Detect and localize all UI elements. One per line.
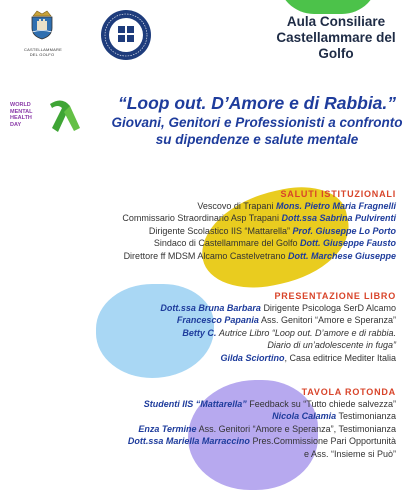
green-ribbon-icon — [40, 98, 84, 134]
section-saluti-istituzionali — [122, 188, 396, 262]
wmh-line-4: DAY — [10, 121, 22, 128]
world-mental-health-day-logo — [10, 96, 90, 136]
speaker-row: Francesco Papania Ass. Genitori “Amore e Speranza” — [176, 315, 396, 326]
speaker-row: Studenti IIS “Mattarella” Feedback su “Tutto chiede salvezza” — [143, 399, 396, 409]
comune-logo — [24, 8, 60, 58]
speaker-row: Gilda Sciortino, Casa editrice Mediter Italia — [220, 352, 396, 363]
wmh-line-1: WORLD — [10, 102, 31, 108]
speaker-row: e Ass. “Insieme si Può” — [303, 448, 396, 459]
event-title-block — [104, 92, 410, 148]
event-title: “Loop out. D’Amore e di Rabbia.” — [117, 93, 397, 113]
speaker-row: Dott.ssa Bruna Barbara Dirigente Psicologa SerD Alcamo — [160, 303, 396, 313]
event-subtitle-line-1: Giovani, Genitori e Professionisti a confronto — [111, 115, 403, 130]
speaker-row: Commissario Straordinario Asp Trapani Dott.ssa Sabrina Pulvirenti — [122, 213, 396, 224]
section-tavola-rotonda — [128, 386, 396, 460]
venue — [266, 14, 406, 62]
wmh-line-3: HEALTH — [10, 115, 32, 121]
decorative-green-shape — [278, 0, 378, 14]
speaker-row: Sindaco di Castellammare del Golfo Dott. Giuseppe Fausto — [153, 238, 396, 249]
speaker-row: Vescovo di Trapani Mons. Pietro Maria Fragnelli — [197, 201, 396, 211]
school-seal-icon — [99, 8, 153, 62]
speaker-row: Nicola Calamia Testimonianza — [272, 411, 396, 422]
event-subtitle-line-2: su dipendenze e salute mentale — [155, 132, 359, 147]
venue-line-2: Castellammare del Golfo — [276, 30, 396, 61]
section-heading: TAVOLA ROTONDA — [301, 387, 396, 397]
crest-icon — [29, 8, 55, 40]
school-logo — [99, 8, 153, 62]
section-heading: PRESENTAZIONE LIBRO — [274, 291, 396, 301]
speaker-row: Diario di un’adolescente in fuga” — [267, 340, 396, 351]
section-heading: SALUTI ISTITUZIONALI — [280, 189, 396, 199]
speaker-row: Direttore ff MDSM Alcamo Castelvetrano Dott. Marchese Giuseppe — [123, 250, 396, 261]
wmh-line-2: MENTAL — [10, 108, 33, 115]
section-presentazione-libro — [160, 290, 396, 364]
comune-caption: CASTELLAMMARE DEL GOLFO — [24, 47, 62, 57]
venue-line-1: Aula Consiliare — [286, 14, 386, 29]
speaker-row: Dott.ssa Mariella Marraccino Pres.Commissione Pari Opportunità — [127, 436, 396, 447]
speaker-row: Enza Termine Ass. Genitori “Amore e Speranza”, Testimonianza — [138, 423, 396, 434]
speaker-row: Betty C. Autrice Libro “Loop out. D’amore e di rabbia. — [182, 327, 396, 338]
speaker-row: Dirigente Scolastico IIS “Mattarella” Prof. Giuseppe Lo Porto — [148, 225, 396, 236]
